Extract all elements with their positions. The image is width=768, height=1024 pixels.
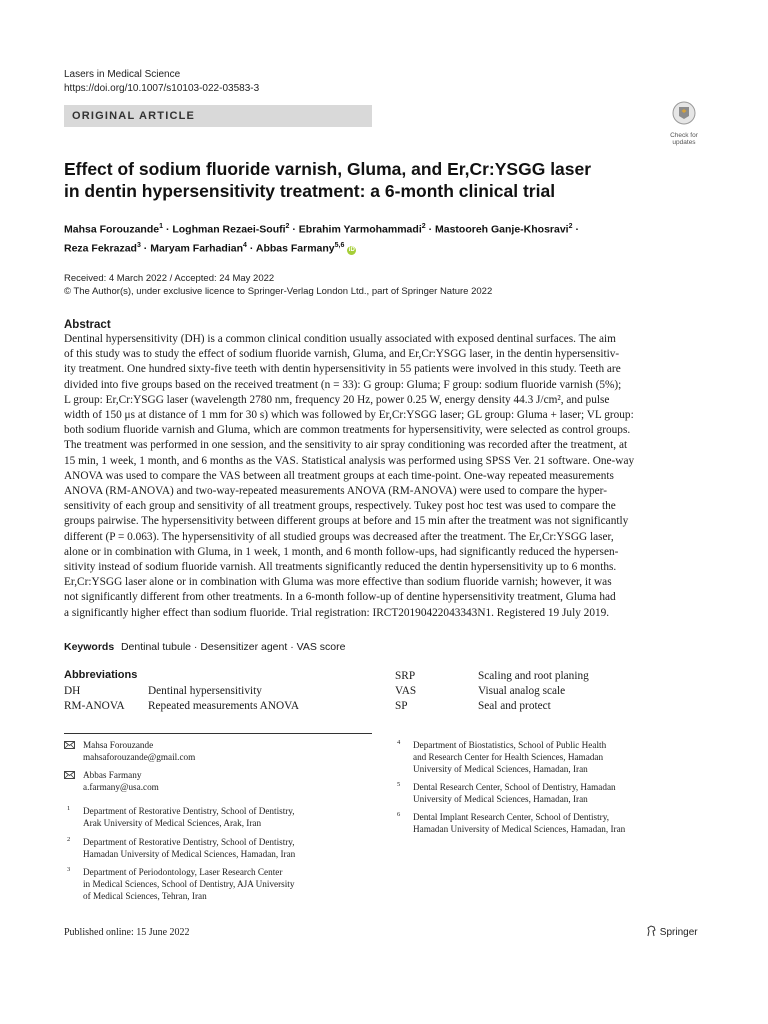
abstract-line: both sodium fluoride varnish and Gluma, which are common treatments for hypersensitivity, were selected as control groups. [64, 424, 631, 437]
check-updates-line2: updates [672, 139, 696, 146]
abstract-line: alone or in combination with Gluma, in 1 week, 1 month, and 6 month follow-ups, had significantly reduced the hypersen- [64, 545, 619, 558]
abbreviation-definition: Repeated measurements ANOVA [148, 700, 300, 712]
publisher-logo [646, 925, 698, 938]
affiliation-number: 6 [397, 811, 401, 818]
affiliation-number: 3 [67, 866, 71, 873]
abstract-line: ANOVA was used to compare the VAS between all treatment groups at each time-point. One-way repeated measurements [64, 469, 614, 482]
abstract-heading: Abstract [64, 319, 111, 331]
abstract-line: width of 150 μs at distance of 1 mm for 30 s) which was followed by Er,Cr:YSGG laser; GL group: Gluma + laser; VL group: [64, 409, 634, 422]
correspondence-entry [83, 740, 195, 764]
affiliation-line: Department of Restorative Dentistry, School of Dentistry, [83, 837, 295, 847]
title-line: in dentin hypersensitivity treatment: a 6-month clinical trial [64, 181, 556, 201]
article-title [64, 158, 684, 202]
affiliation-line: University of Medical Sciences, Hamadan, Iran [413, 763, 588, 774]
journal-name: Lasers in Medical Science [64, 69, 181, 80]
abstract-line: sitivity instead of sodium fluoride varnish. All treatments significantly reduced the dentin hypersensitivity up to 6 months. [64, 561, 617, 574]
abbreviation-term: VAS [395, 685, 417, 697]
affiliation-entry [67, 805, 295, 830]
abstract-line: of this study was to study the effect of sodium fluoride varnish, Gluma, and Er,Cr:YSGG laser, in the dentin hypersensitiv- [64, 348, 620, 361]
abstract-line: The treatment was performed in one session, and the sensitivity to air spray conditioning was recorded after the treatment, at [64, 439, 628, 452]
affiliation-line: Hamadan University of Medical Sciences, Hamadan, Iran [83, 848, 296, 859]
abbreviations-heading: Abbreviations [64, 669, 138, 681]
abstract-line: Er,Cr:YSGG laser alone or in combination with Gluma was more effective than sodium fluoride varnish; however, it was [64, 576, 612, 589]
abstract-line: groups pairwise. The hypersensitivity between different groups at before and 15 min after the treatment was not significantly [64, 515, 629, 528]
affiliation-line: in Medical Sciences, School of Dentistry, AJA University [83, 878, 295, 889]
affiliation-line: Arak University of Medical Sciences, Arak, Iran [83, 817, 262, 828]
affiliation-line: University of Medical Sciences, Hamadan, Iran [413, 793, 588, 804]
check-updates-line1: Check for [670, 132, 698, 139]
author-name[interactable]: Loghman Rezaei-Soufi [172, 223, 286, 236]
author-name[interactable]: Maryam Farhadian [150, 242, 243, 255]
doi-link[interactable]: https://doi.org/10.1007/s10103-022-03583-3 [64, 83, 260, 94]
envelope-icon [64, 771, 75, 783]
author-affiliation-ref: 2 [568, 223, 573, 230]
author-separator: · [249, 242, 254, 255]
orcid-icon[interactable]: iD [348, 246, 355, 253]
correspondence-entry [83, 770, 159, 794]
received-accepted-dates: Received: 4 March 2022 / Accepted: 24 May 2022 [64, 273, 275, 284]
corresponding-author-name: Mahsa Forouzande [83, 740, 154, 750]
author-list [64, 219, 704, 257]
affiliation-line: Department of Restorative Dentistry, School of Dentistry, [83, 806, 295, 816]
abbreviation-term: RM-ANOVA [64, 700, 125, 712]
affiliation-line: Dental Research Center, School of Dentistry, Hamadan [413, 782, 616, 792]
keywords-section [64, 640, 345, 654]
abstract-line: Dentinal hypersensitivity (DH) is a common clinical condition usually associated with exposed dentinal surfaces. The aim [64, 333, 616, 345]
author-affiliation-ref: 3 [136, 242, 141, 249]
abbreviation-term: DH [64, 685, 81, 697]
keywords-heading: Keywords [64, 641, 115, 653]
affiliation-entry [397, 811, 626, 836]
abbreviation-term: SRP [395, 670, 416, 682]
abbreviation-definition: Seal and protect [478, 700, 551, 712]
affiliation-entry [67, 836, 296, 861]
author-separator: · [575, 223, 579, 236]
abbreviation-definition: Scaling and root planing [478, 670, 589, 682]
affiliation-number: 1 [67, 805, 71, 812]
abstract-line: divided into five groups based on the received treatment (n = 33): G group: Gluma; F group: sodium fluoride varnish (5%); [64, 378, 622, 391]
abbreviation-definition: Dentinal hypersensitivity [148, 685, 262, 697]
affiliation-line: Dental Implant Research Center, School of Dentistry, [413, 812, 610, 822]
abstract-line: ANOVA (RM-ANOVA) and two-way-repeated measurements ANOVA (RM-ANOVA) were used to compare the hyper- [64, 485, 607, 498]
affiliation-entry [67, 866, 295, 902]
published-date: Published online: 15 June 2022 [64, 927, 190, 938]
publisher-name: Springer [659, 927, 698, 938]
footnote-divider [64, 733, 372, 734]
author-name[interactable]: Abbas Farmany [255, 242, 335, 255]
corresponding-author-email[interactable]: mahsaforouzande@gmail.com [83, 751, 196, 762]
abstract-line: sensitivity of each group and sensitivity of all treatment groups, respectively. Tukey post hoc test was used to compare the [64, 500, 616, 513]
springer-horse-icon [646, 925, 657, 937]
author-affiliation-ref: 2 [421, 223, 426, 230]
title-line: Effect of sodium fluoride varnish, Gluma, and Er,Cr:YSGG laser [64, 159, 592, 179]
author-name[interactable]: Ebrahim Yarmohammadi [298, 223, 422, 236]
check-for-updates-badge[interactable] [664, 101, 704, 147]
abbreviation-definition: Visual analog scale [478, 685, 566, 697]
envelope-icon [64, 741, 75, 753]
author-name[interactable]: Reza Fekrazad [64, 242, 137, 255]
article-type-bar [64, 105, 372, 127]
author-separator: · [428, 223, 433, 236]
author-separator: · [292, 223, 296, 236]
corresponding-author-email[interactable]: a.farmany@usa.com [83, 781, 159, 792]
affiliation-entry [397, 739, 607, 775]
corresponding-author-name: Abbas Farmany [83, 770, 142, 780]
abstract-line: L group: Er,Cr:YSGG laser (wavelength 2780 nm, frequency 20 Hz, power 0.25 W, energy density 44.3 J/cm², and pulse [64, 393, 610, 406]
abstract-line: not significantly different from other treatments. In a 6-month follow-up of dentine hypersensitivity treatment, Gluma had [64, 591, 616, 604]
author-affiliation-ref: 4 [243, 242, 247, 249]
copyright-notice: © The Author(s), under exclusive licence to Springer-Verlag London Ltd., part of Springer Nature 2022 [64, 286, 493, 297]
journal-header [64, 68, 259, 96]
affiliation-number: 2 [67, 836, 71, 843]
author-name[interactable]: Mahsa Forouzande [64, 223, 160, 236]
author-separator: · [143, 242, 148, 255]
author-affiliation-ref: 5,6 [334, 242, 345, 249]
abstract-line: 15 min, 1 week, 1 month, and 6 months as the VAS. Statistical analysis was performed using SPSS Ver. 21 software. One-way [64, 454, 635, 467]
author-separator: · [165, 223, 170, 236]
affiliation-number: 4 [397, 739, 401, 746]
affiliation-line: of Medical Sciences, Tehran, Iran [83, 890, 207, 901]
abstract-line: different (P = 0.063). The hypersensitivity of all studied groups was decreased after the treatment. The Er,Cr:YSGG laser, [64, 530, 614, 543]
affiliation-line: Hamadan University of Medical Sciences, Hamadan, Iran [413, 823, 626, 834]
article-dates [64, 272, 492, 298]
keywords-list: Dentinal tubule · Desensitizer agent · VAS score [120, 641, 346, 653]
affiliation-line: Department of Periodontology, Laser Research Center [83, 867, 283, 877]
author-affiliation-ref: 2 [285, 223, 290, 230]
author-name[interactable]: Mastooreh Ganje-Khosravi [434, 223, 569, 236]
article-type-label: ORIGINAL ARTICLE [72, 110, 196, 122]
abstract-line: ity treatment. One hundred sixty-five teeth with dentin hypersensitivity in 55 patients were involved in this study. Teeth are [64, 363, 621, 376]
affiliation-line: Department of Biostatistics, School of Public Health [413, 740, 607, 750]
affiliation-line: and Research Center for Health Sciences, Hamadan [413, 751, 604, 762]
check-updates-icon [672, 101, 696, 127]
author-affiliation-ref: 1 [159, 223, 164, 230]
abstract-line: a significantly higher effect than sodium fluoride. Trial registration: IRCT20190422043343N1. Registered 19 July 2019. [64, 606, 610, 619]
abstract-body [64, 332, 704, 621]
affiliation-number: 5 [397, 781, 401, 788]
abbreviation-term: SP [395, 700, 408, 712]
affiliation-entry [397, 781, 616, 806]
